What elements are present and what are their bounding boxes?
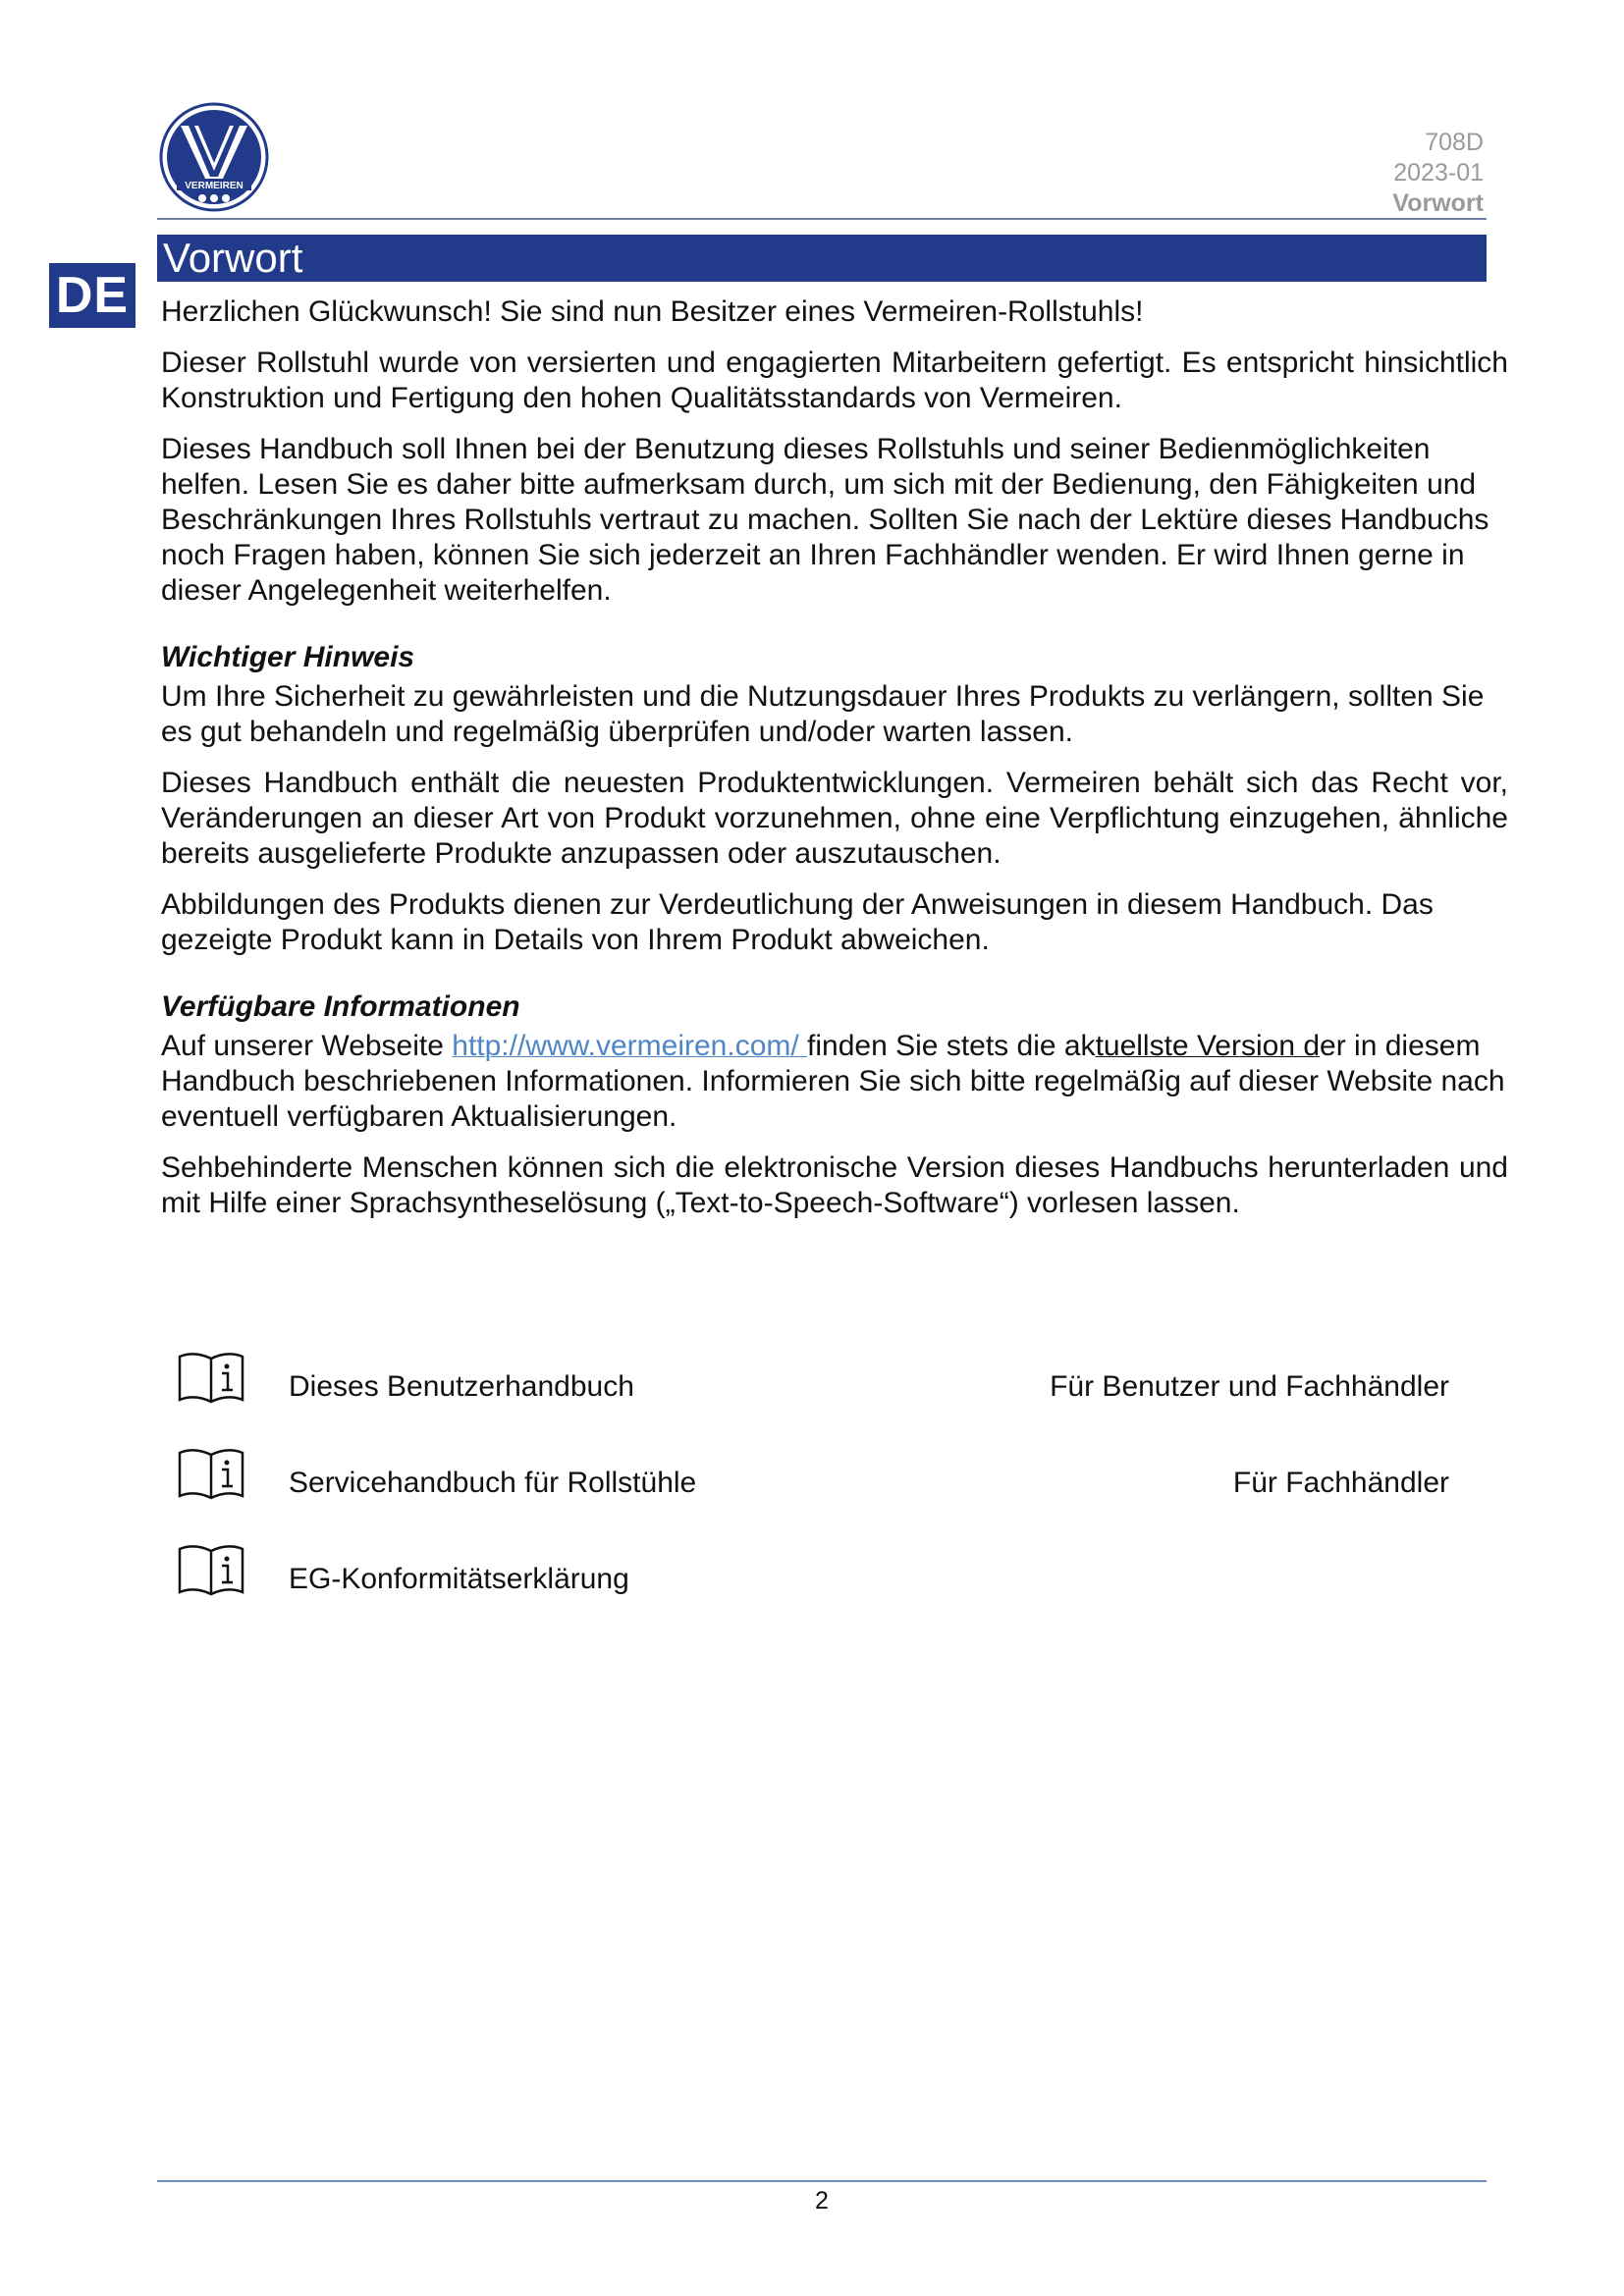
available-paragraph-1 bbox=[161, 1029, 1508, 1135]
website-link[interactable]: http://www.vermeiren.com/ bbox=[452, 1030, 808, 1062]
header-divider bbox=[157, 218, 1487, 220]
document-name: EG-Konformitätserklärung bbox=[289, 1563, 629, 1595]
vermeiren-logo bbox=[159, 102, 269, 212]
available-text-suffix: er in diesem Handbuch beschriebenen Informationen. Informieren Sie sich bitte regelmäßig auf dieser Website nach eventuell verfügbaren Aktualisierungen. bbox=[161, 1030, 1505, 1133]
available-text-underlined: tuellste Version d bbox=[1095, 1030, 1321, 1062]
available-heading: Verfügbare Informationen bbox=[161, 990, 520, 1023]
document-audience: Für Fachhändler bbox=[1232, 1467, 1449, 1499]
document-row bbox=[177, 1543, 1449, 1639]
intro-paragraph-3: Dieses Handbuch soll Ihnen bei der Benutzung dieses Rollstuhls und seiner Bedienmöglichkeiten helfen. Lesen Sie es daher bitte aufmerksam durch, um sich mit der Bedienung, den Fähigkeiten und Beschränkungen Ihres Rollstuhls vertraut zu machen. Sollten Sie nach der Lektüre dieses Handbuchs noch Fragen haben, können Sie sich jederzeit an Ihren Fachhändler wenden. Er wird Ihnen gerne in dieser Angelegenheit weiterhelfen. bbox=[161, 433, 1489, 607]
document-name: Dieses Benutzerhandbuch bbox=[289, 1370, 634, 1403]
document-row bbox=[177, 1351, 1449, 1447]
header-meta bbox=[1392, 128, 1484, 219]
document-name: Servicehandbuch für Rollstühle bbox=[289, 1467, 697, 1499]
document-list bbox=[177, 1351, 1449, 1639]
section-title-bar bbox=[157, 235, 1487, 282]
important-heading: Wichtiger Hinweis bbox=[161, 641, 415, 673]
manual-info-icon bbox=[177, 1447, 245, 1502]
available-text-prefix: Auf unserer Webseite bbox=[161, 1030, 453, 1062]
important-paragraph-2: Dieses Handbuch enthält die neuesten Produktentwicklungen. Vermeiren behält sich das Recht vor, Veränderungen an dieser Art von Produkt vorzunehmen, ohne eine Verpflichtung einzugehen, ähnliche bereits ausgelieferte Produkte anzupassen oder auszutauschen. bbox=[161, 767, 1508, 870]
footer-divider bbox=[157, 2180, 1487, 2182]
model-number: 708D bbox=[1425, 129, 1484, 156]
available-text-mid: finden Sie stets die ak bbox=[807, 1030, 1096, 1062]
document-row bbox=[177, 1447, 1449, 1543]
manual-info-icon bbox=[177, 1543, 245, 1598]
revision-date: 2023-01 bbox=[1393, 159, 1484, 187]
body-content bbox=[161, 294, 1508, 1237]
manual-info-icon bbox=[177, 1351, 245, 1406]
intro-paragraph-2: Dieser Rollstuhl wurde von versierten und engagierten Mitarbeitern gefertigt. Es entspricht hinsichtlich Konstruktion und Fertigung den hohen Qualitätsstandards von Vermeiren. bbox=[161, 347, 1508, 414]
page-title: Vorwort bbox=[163, 235, 303, 281]
section-name: Vorwort bbox=[1392, 189, 1484, 217]
language-badge: DE bbox=[49, 263, 135, 328]
page-number: 2 bbox=[815, 2187, 829, 2215]
document-audience: Für Benutzer und Fachhändler bbox=[1050, 1370, 1449, 1403]
important-paragraph-1: Um Ihre Sicherheit zu gewährleisten und die Nutzungsdauer Ihres Produkts zu verlängern, sollten Sie es gut behandeln und regelmäßig überprüfen und/oder warten lassen. bbox=[161, 680, 1485, 748]
available-paragraph-2: Sehbehinderte Menschen können sich die elektronische Version dieses Handbuchs herunterladen und mit Hilfe einer Sprachsyntheselösung („Text-to-Speech-Software“) vorlesen lassen. bbox=[161, 1151, 1508, 1219]
important-paragraph-3: Abbildungen des Produkts dienen zur Verdeutlichung der Anweisungen in diesem Handbuch. Das gezeigte Produkt kann in Details von Ihrem Produkt abweichen. bbox=[161, 888, 1434, 956]
logo-text: VERMEIREN bbox=[185, 181, 244, 191]
intro-paragraph-1: Herzlichen Glückwunsch! Sie sind nun Besitzer eines Vermeiren-Rollstuhls! bbox=[161, 295, 1144, 328]
